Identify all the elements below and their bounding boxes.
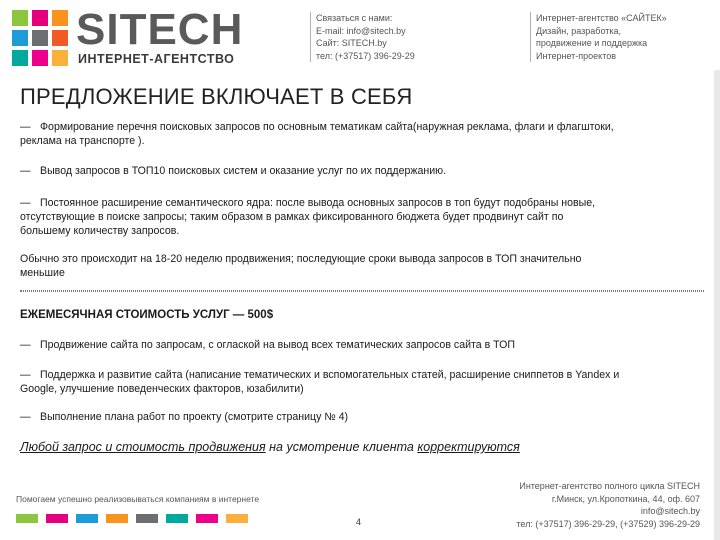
logo-wordmark: SITECH bbox=[76, 5, 244, 54]
footer-contact-line: г.Минск, ул.Кропоткина, 44, оф. 607 bbox=[551, 493, 700, 504]
contacts-site: Сайт: SITECH.by bbox=[316, 38, 387, 48]
footer-block bbox=[106, 514, 128, 523]
timing-note bbox=[20, 252, 704, 280]
logo-subtitle: ИНТЕРНЕТ-АГЕНТСТВО bbox=[78, 52, 235, 66]
dotted-separator bbox=[20, 290, 704, 292]
header-divider bbox=[530, 12, 531, 62]
offer-item bbox=[20, 196, 704, 238]
logo-square bbox=[52, 30, 68, 46]
footer-block bbox=[196, 514, 218, 523]
dash-marker: — bbox=[20, 339, 31, 351]
service-item-text: Google, улучшение поведенческих факторов, юзабилити) bbox=[20, 383, 304, 395]
logo-square bbox=[12, 30, 28, 46]
contacts-email: E-mail: info@sitech.by bbox=[316, 25, 406, 36]
dash-marker: — bbox=[20, 197, 31, 209]
offer-item-text: реклама на транспорте ). bbox=[20, 135, 145, 147]
service-item bbox=[20, 368, 704, 396]
footer-block bbox=[76, 514, 98, 523]
service-item bbox=[20, 338, 704, 352]
offer-item-text: большему количеству запросов. bbox=[20, 225, 180, 237]
service-item-text: Продвижение сайта по запросам, с оглаской на вывод всех тематических запросов сайта в ТОП bbox=[40, 339, 515, 351]
footer-contact-line: info@sitech.by bbox=[640, 506, 700, 516]
monthly-cost: ЕЖЕМЕСЯЧНАЯ СТОИМОСТЬ УСЛУГ — 500$ bbox=[20, 309, 274, 321]
agency-line: продвижение и поддержка bbox=[536, 38, 648, 48]
logo-square bbox=[12, 10, 28, 26]
logo-square bbox=[32, 30, 48, 46]
note-text: Обычно это происходит на 18-20 неделю продвижения; последующие сроки вывода запросов в ТОП значительно bbox=[20, 253, 582, 265]
footer-contacts bbox=[516, 480, 700, 530]
agency-line: Интернет-проектов bbox=[536, 50, 617, 61]
footer-block bbox=[136, 514, 158, 523]
dash-marker: — bbox=[20, 121, 31, 133]
contacts-heading: Связаться с нами: bbox=[316, 13, 393, 23]
footer-block bbox=[226, 514, 248, 523]
footer-contact-line: тел: (+37517) 396-29-29, (+37529) 396-29-29 bbox=[516, 518, 700, 529]
final-note-underlined: Любой запрос и стоимость продвижения bbox=[20, 440, 266, 454]
service-item-text: Выполнение плана работ по проекту (смотрите страницу № 4) bbox=[40, 411, 349, 423]
footer-block bbox=[166, 514, 188, 523]
final-note-plain: на усмотрение клиента bbox=[265, 440, 418, 454]
logo-color-grid bbox=[12, 10, 72, 70]
dash-marker: — bbox=[20, 411, 31, 423]
offer-item bbox=[20, 120, 704, 148]
note-text: меньшие bbox=[20, 267, 65, 279]
footer-color-blocks bbox=[16, 514, 276, 523]
service-item bbox=[20, 410, 704, 424]
offer-item-text: отсутствующие в поиске запросы; таким образом в рамках фиксированного бюджета будет продвинут сайт по bbox=[20, 211, 564, 223]
service-item-text: Поддержка и развитие сайта (написание тематических и вспомогательных статей, расширение сниппетов в Yandex и bbox=[40, 369, 620, 381]
page-number: 4 bbox=[356, 517, 362, 527]
footer-block bbox=[16, 514, 38, 523]
sitech-logo bbox=[12, 5, 272, 70]
logo-square bbox=[32, 10, 48, 26]
header-divider bbox=[310, 12, 311, 62]
agency-line: Интернет-агентство «САЙТЕК» bbox=[536, 13, 667, 23]
final-note bbox=[20, 440, 520, 454]
dash-marker: — bbox=[20, 165, 31, 177]
contacts-phone: тел: (+37517) 396-29-29 bbox=[316, 50, 415, 61]
logo-square bbox=[52, 10, 68, 26]
footer-tagline: Помогаем успешно реализовываться компаниям в интернете bbox=[16, 494, 260, 504]
offer-item bbox=[20, 164, 704, 178]
header-agency bbox=[536, 12, 667, 62]
logo-square bbox=[32, 50, 48, 66]
offer-item-text: Вывод запросов в ТОП10 поисковых систем и оказание услуг по их поддержанию. bbox=[40, 165, 447, 177]
logo-square bbox=[12, 50, 28, 66]
header-contacts bbox=[316, 12, 415, 62]
dash-marker: — bbox=[20, 369, 31, 381]
logo-square bbox=[52, 50, 68, 66]
offer-item-text: Формирование перечня поисковых запросов по основным тематикам сайта(наружная реклама, флаги и флагштоки, bbox=[40, 121, 614, 133]
page-title: ПРЕДЛОЖЕНИЕ ВКЛЮЧАЕТ В СЕБЯ bbox=[20, 84, 413, 109]
footer-contact-line: Интернет-агентство полного цикла SITECH bbox=[519, 481, 700, 491]
offer-item-text: Постоянное расширение семантического ядра: после вывода основных запросов в топ будут подобраны новые, bbox=[40, 197, 596, 209]
final-note-underlined: корректируются bbox=[417, 440, 520, 454]
footer-block bbox=[46, 514, 68, 523]
right-decorative-stripe bbox=[714, 70, 720, 540]
agency-line: Дизайн, разработка, bbox=[536, 25, 622, 36]
